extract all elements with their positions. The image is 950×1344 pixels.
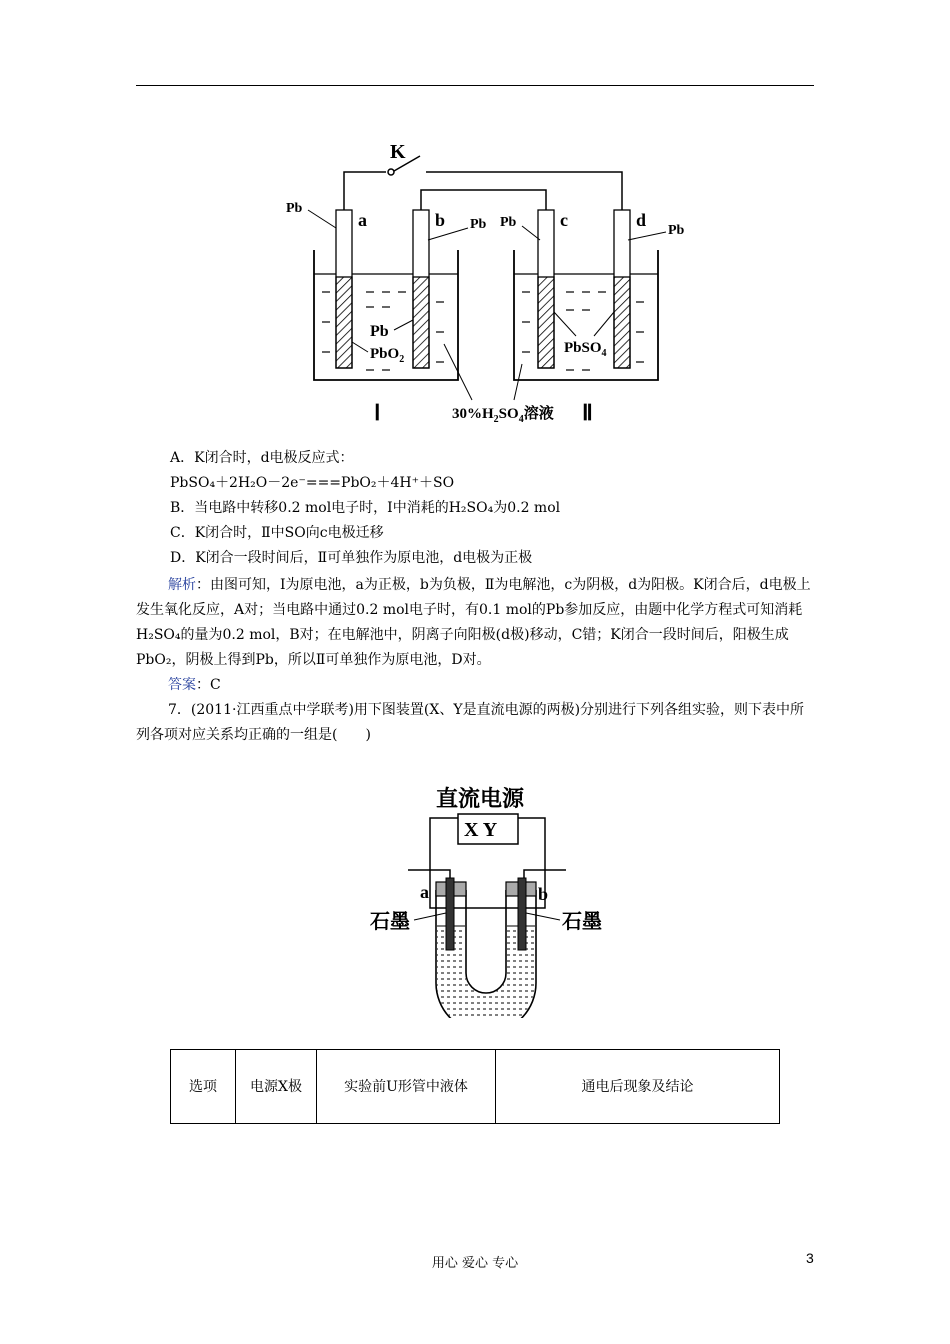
page-number: 3	[806, 1250, 814, 1266]
electrode-b: b	[435, 210, 446, 230]
header-rule	[136, 85, 814, 86]
footer-text: 用心 爱心 专心	[431, 1256, 519, 1271]
options-table	[170, 1049, 780, 1124]
pb-label-b: Pb	[470, 217, 487, 232]
header-liquid: 实验前U形管中液体	[317, 1050, 496, 1124]
analysis-text: ：由图可知，Ⅰ为原电池，a为正极，b为负极，Ⅱ为电解池，c为阴极，d为阳极。K闭合后，d电极上发生氧化反应，A对；当电路中通过0.2 mol电子时，有0.1 mol的Pb参加反应，由题中化学方程式可知消耗H₂SO₄的量为0.2 mol，B对；在电解池中，阴离子向阳极(d极)移动，C错；K闭合一段时间后，阳极生成PbO₂，阴极上得到Pb，所以Ⅱ可单独作为原电池，D对。	[136, 577, 811, 668]
electrode-a: a	[358, 210, 367, 230]
answer-text: ：C	[196, 677, 221, 693]
option-c: C．K闭合时，Ⅱ中SO向c电极迁移	[170, 525, 384, 541]
dc-power-title: 直流电源	[436, 786, 525, 811]
battery-diagram	[276, 132, 686, 432]
option-b: B．当电路中转移0.2 mol电子时，Ⅰ中消耗的H₂SO₄为0.2 mol	[170, 500, 561, 516]
table-row	[171, 1050, 780, 1124]
answer-label: 答案	[168, 677, 196, 693]
cell-ii-label: Ⅱ	[582, 400, 593, 425]
header-electrode-x: 电源X极	[236, 1050, 317, 1124]
cell-i-label: Ⅰ	[374, 400, 381, 425]
option-a-line1: A．K闭合时，d电极反应式：	[170, 450, 354, 466]
u-tube-diagram	[350, 778, 625, 1018]
analysis-paragraph	[136, 573, 816, 673]
question-7-text: 7．(2011·江西重点中学联考)用下图装置(X、Y是直流电源的两极)分别进行下列各组实验，则下表中所列各项对应关系均正确的一组是( )	[136, 702, 805, 743]
solution-label: $30\%H_2SO_4$溶液	[452, 406, 554, 425]
graphite-left: 石墨	[370, 911, 410, 933]
pbo2-label: PbO$_2$	[370, 346, 405, 365]
pbso4-label: PbSO$_4$	[564, 340, 607, 359]
label-b: b	[538, 884, 549, 904]
label-a: a	[420, 882, 429, 902]
header-option: 选项	[171, 1050, 236, 1124]
pb-inner-label: Pb	[370, 323, 389, 340]
electrode-d: d	[636, 210, 647, 230]
graphite-right: 石墨	[562, 911, 602, 933]
option-a-line2: PbSO₄＋2H₂O－2e⁻===PbO₂＋4H⁺＋SO	[170, 475, 455, 491]
question-7	[136, 698, 816, 748]
answer-line	[136, 673, 816, 698]
pb-label-d: Pb	[668, 223, 685, 238]
option-d: D．K闭合一段时间后，Ⅱ可单独作为原电池，d电极为正极	[170, 550, 533, 566]
header-result: 通电后现象及结论	[496, 1050, 780, 1124]
analysis-label: 解析	[168, 577, 196, 593]
pb-label-c: Pb	[500, 215, 517, 230]
pb-label-a: Pb	[286, 201, 303, 216]
switch-label: K	[390, 141, 406, 163]
electrode-c: c	[560, 210, 568, 230]
terminals-xy: X Y	[464, 819, 498, 841]
